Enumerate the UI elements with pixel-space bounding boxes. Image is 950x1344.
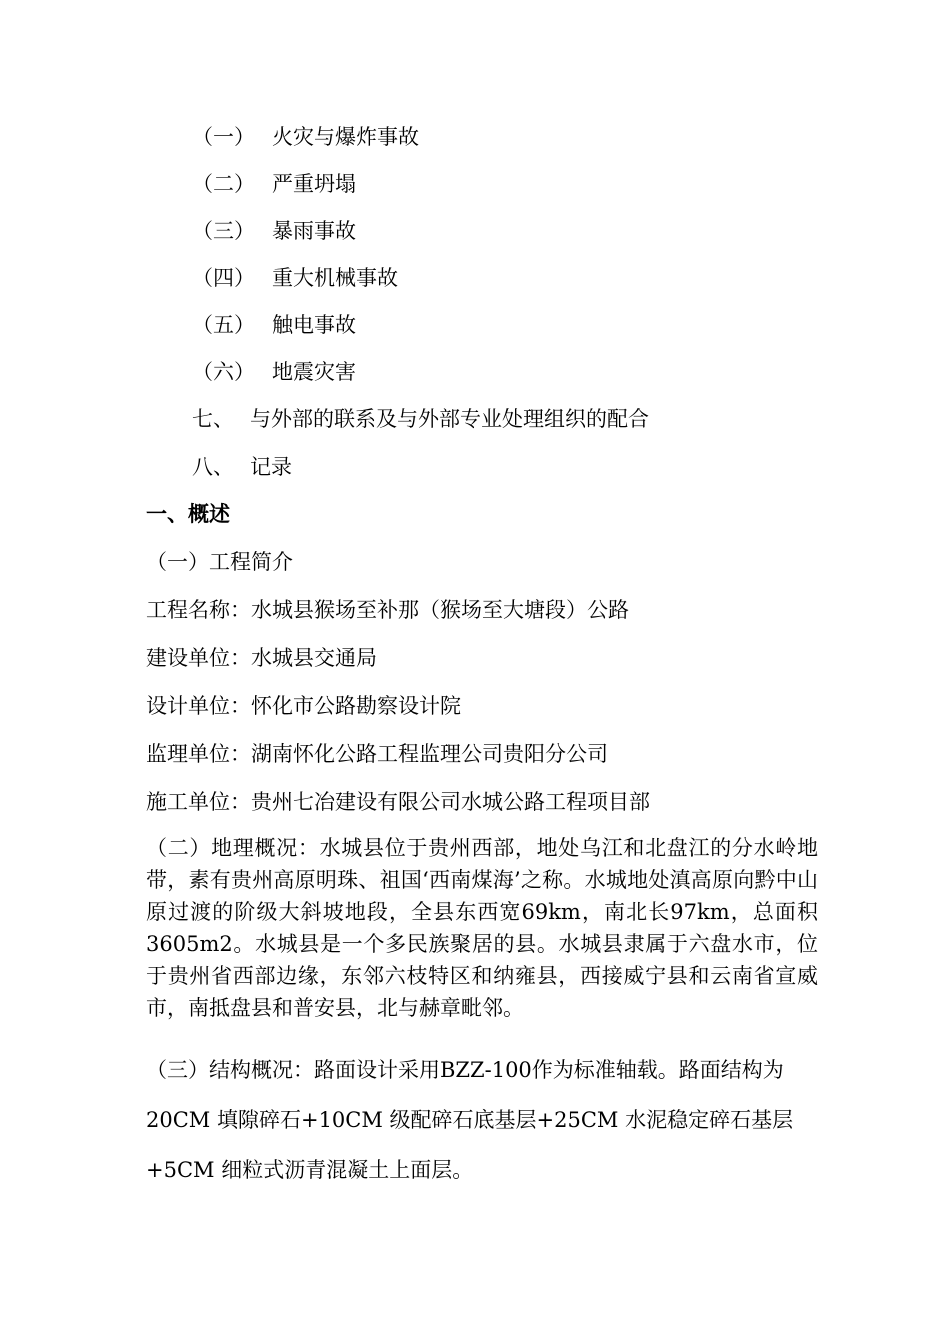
toc-section xyxy=(192,453,292,481)
toc-subitem-text: 触电事故 xyxy=(272,313,356,337)
toc-subitem-text: 暴雨事故 xyxy=(272,219,356,243)
project-field-row xyxy=(146,788,650,816)
structure-line: 20CM 填隙碎石+10CM 级配碎石底基层+25CM 水泥稳定碎石基层 xyxy=(146,1108,794,1132)
project-field-row xyxy=(146,596,629,624)
toc-subitem xyxy=(192,123,419,151)
field-value: 水城县交通局 xyxy=(251,646,377,670)
toc-subitem xyxy=(192,358,356,386)
toc-subitem xyxy=(192,311,356,339)
toc-section xyxy=(192,405,649,433)
project-field-row xyxy=(146,740,608,768)
toc-subitem-text: 火灾与爆炸事故 xyxy=(272,125,419,149)
toc-subitem-number: （四） xyxy=(192,266,255,290)
structure-line: +5CM 细粒式沥青混凝土上面层。 xyxy=(146,1158,474,1182)
field-label: 建设单位： xyxy=(146,646,251,670)
toc-subitem xyxy=(192,217,356,245)
toc-subitem-number: （六） xyxy=(192,360,255,384)
field-value: 水城县猴场至补那（猴场至大塘段）公路 xyxy=(251,598,629,622)
section-heading: 一、概述 xyxy=(146,501,230,526)
toc-subitem xyxy=(192,170,356,198)
project-field-row xyxy=(146,692,461,720)
toc-subitem-number: （五） xyxy=(192,313,255,337)
project-field-row xyxy=(146,644,377,672)
geography-paragraph: （二）地理概况：水城县位于贵州西部，地处乌江和北盘江的分水岭地带，素有贵州高原明珠、祖国‘西南煤海’之称。水城地处滇高原向黔中山原过渡的阶级大斜坡地段，全县东西宽69km，南北长97km，总面积3605m2。水城县是一个多民族聚居的县。水城县隶属于六盘水市，位于贵州省西部边缘，东邻六枝特区和纳雍县，西接威宁县和云南省宣威市，南抵盘县和普安县，北与赫章毗邻。 xyxy=(146,836,818,1020)
toc-subitem-text: 重大机械事故 xyxy=(272,266,398,290)
field-value: 贵州七冶建设有限公司水城公路工程项目部 xyxy=(251,790,650,814)
field-value: 湖南怀化公路工程监理公司贵阳分公司 xyxy=(251,742,608,766)
field-label: 施工单位： xyxy=(146,790,251,814)
toc-subitem-number: （二） xyxy=(192,172,255,196)
field-label: 监理单位： xyxy=(146,742,251,766)
structure-line: （三）结构概况：路面设计采用BZZ-100作为标准轴载。路面结构为 xyxy=(146,1058,784,1082)
toc-section-text: 与外部的联系及与外部专业处理组织的配合 xyxy=(250,407,649,431)
toc-subitem-number: （一） xyxy=(192,125,255,149)
toc-subitem xyxy=(192,264,398,292)
field-label: 设计单位： xyxy=(146,694,251,718)
toc-subitem-text: 严重坍塌 xyxy=(272,172,356,196)
field-label: 工程名称： xyxy=(146,598,251,622)
toc-section-text: 记录 xyxy=(250,455,292,479)
toc-section-number: 七、 xyxy=(192,407,234,431)
subsection-heading: （一）工程简介 xyxy=(146,550,293,574)
toc-subitem-number: （三） xyxy=(192,219,255,243)
toc-subitem-text: 地震灾害 xyxy=(272,360,356,384)
field-value: 怀化市公路勘察设计院 xyxy=(251,694,461,718)
toc-section-number: 八、 xyxy=(192,455,234,479)
